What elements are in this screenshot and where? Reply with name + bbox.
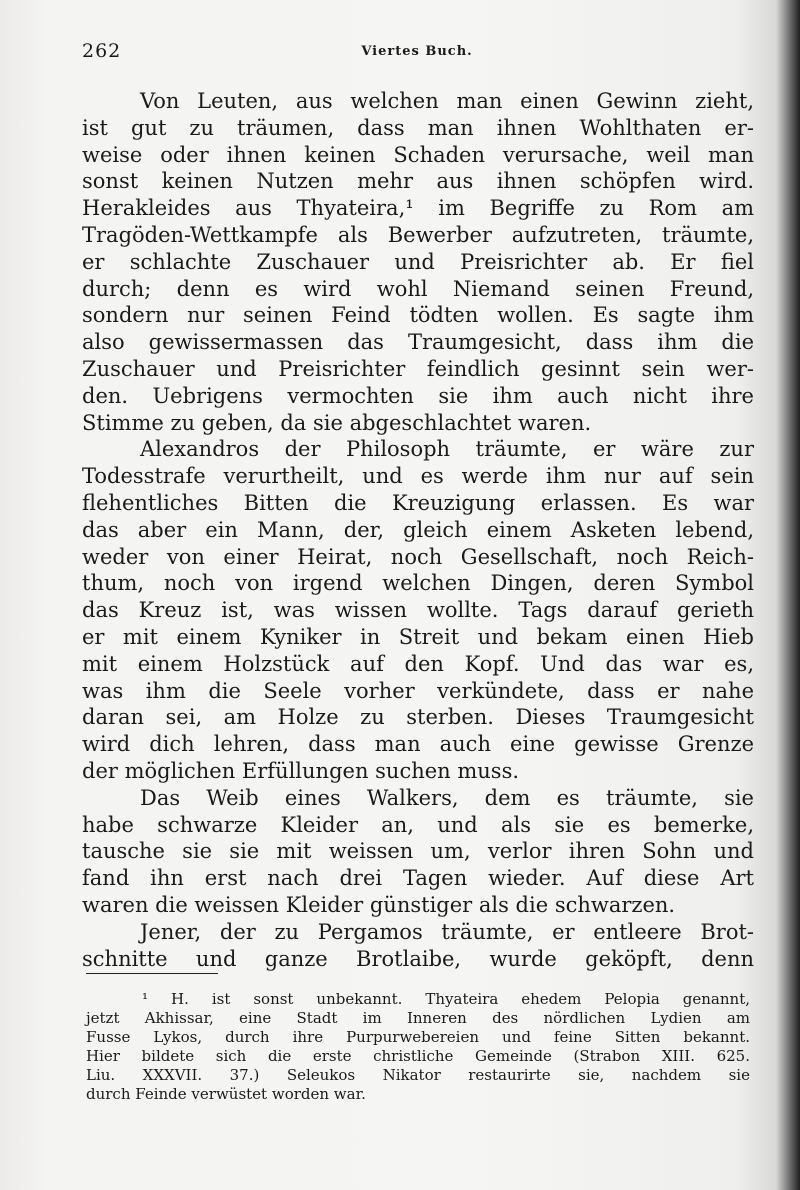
- text-line: thum, noch von irgend welchen Dingen, deren Symbol: [82, 571, 754, 596]
- footnote-line: Fusse Lykos, durch ihre Purpurwebereien und feine Sitten bekannt.: [86, 1028, 750, 1046]
- text-line: habe schwarze Kleider an, und als sie es bemerke,: [82, 812, 754, 837]
- text-line: Alexandros der Philosoph träumte, er wäre zur: [140, 437, 754, 462]
- text-line: Todesstrafe verurtheilt, und es werde ihm nur auf sein: [82, 464, 754, 489]
- text-line: mit einem Holzstück auf den Kopf. Und das war es,: [82, 651, 754, 676]
- footnote-line: Liu. XXXVII. 37.) Seleukos Nikator restaurirte sie, nachdem sie: [86, 1066, 750, 1084]
- text-line: Jener, der zu Pergamos träumte, er entleere Brot-: [140, 919, 754, 944]
- footnote-divider: [86, 973, 218, 974]
- text-line: der möglichen Erfüllungen suchen muss.: [82, 758, 520, 783]
- text-line: Stimme zu geben, da sie abgeschlachtet waren.: [82, 410, 592, 435]
- text-line: Das Weib eines Walkers, dem es träumte, sie: [140, 785, 754, 810]
- text-line: waren die weissen Kleider günstiger als die schwarzen.: [82, 892, 676, 917]
- footnote-line: Hier bildete sich die erste christliche Gemeinde (Strabon XIII. 625.: [86, 1047, 750, 1065]
- text-line: er mit einem Kyniker in Streit und bekam einen Hieb: [82, 624, 754, 649]
- text-line: sonst keinen Nutzen mehr aus ihnen schöpfen wird.: [82, 169, 754, 194]
- text-line: er schlachte Zuschauer und Preisrichter ab. Er fiel: [82, 249, 754, 274]
- text-line: durch; denn es wird wohl Niemand seinen Freund,: [82, 276, 754, 301]
- text-line: fand ihn erst nach drei Tagen wieder. Auf diese Art: [82, 866, 754, 891]
- text-line: Tragöden-Wettkampfe als Bewerber aufzutreten, träumte,: [82, 222, 754, 247]
- text-line: weder von einer Heirat, noch Gesellschaft, noch Reich-: [82, 544, 754, 569]
- footnote-line: durch Feinde verwüstet worden war.: [86, 1085, 366, 1103]
- page-header: [82, 40, 752, 64]
- text-line: ist gut zu träumen, dass man ihnen Wohlthaten er-: [82, 115, 754, 140]
- text-line: flehentliches Bitten die Kreuzigung erlassen. Es war: [82, 490, 754, 515]
- text-line: schnitte und ganze Brotlaibe, wurde geköpft, denn: [82, 946, 754, 971]
- footnote-line: jetzt Akhissar, eine Stadt im Inneren des nördlichen Lydien am: [86, 1009, 750, 1027]
- text-line: sondern nur seinen Feind tödten wollen. Es sagte ihm: [82, 303, 754, 328]
- page-number: 262: [82, 40, 122, 62]
- body-text: [82, 88, 754, 972]
- text-line: Zuschauer und Preisrichter feindlich gesinnt sein wer-: [82, 356, 754, 381]
- text-line: Von Leuten, aus welchen man einen Gewinn zieht,: [140, 89, 754, 113]
- text-line: daran sei, am Holze zu sterben. Dieses Traumgesicht: [82, 705, 754, 730]
- text-line: tausche sie sie mit weissen um, verlor ihren Sohn und: [82, 839, 754, 864]
- text-line: Herakleides aus Thyateira,¹ im Begriffe zu Rom am: [82, 196, 754, 221]
- text-line: also gewissermassen das Traumgesicht, dass ihm die: [82, 330, 754, 355]
- footnote: [86, 990, 750, 1104]
- text-line: das aber ein Mann, der, gleich einem Asketen lebend,: [82, 517, 754, 542]
- text-line: weise oder ihnen keinen Schaden verursache, weil man: [82, 142, 754, 167]
- footnote-line: ¹ H. ist sonst unbekannt. Thyateira ehedem Pelopia genannt,: [142, 990, 750, 1008]
- running-head: Viertes Buch.: [361, 44, 473, 59]
- text-line: wird dich lehren, dass man auch eine gewisse Grenze: [82, 732, 754, 757]
- text-line: das Kreuz ist, was wissen wollte. Tags darauf gerieth: [82, 598, 754, 623]
- text-line: was ihm die Seele vorher verkündete, dass er nahe: [82, 678, 754, 703]
- text-line: den. Uebrigens vermochten sie ihm auch nicht ihre: [82, 383, 754, 408]
